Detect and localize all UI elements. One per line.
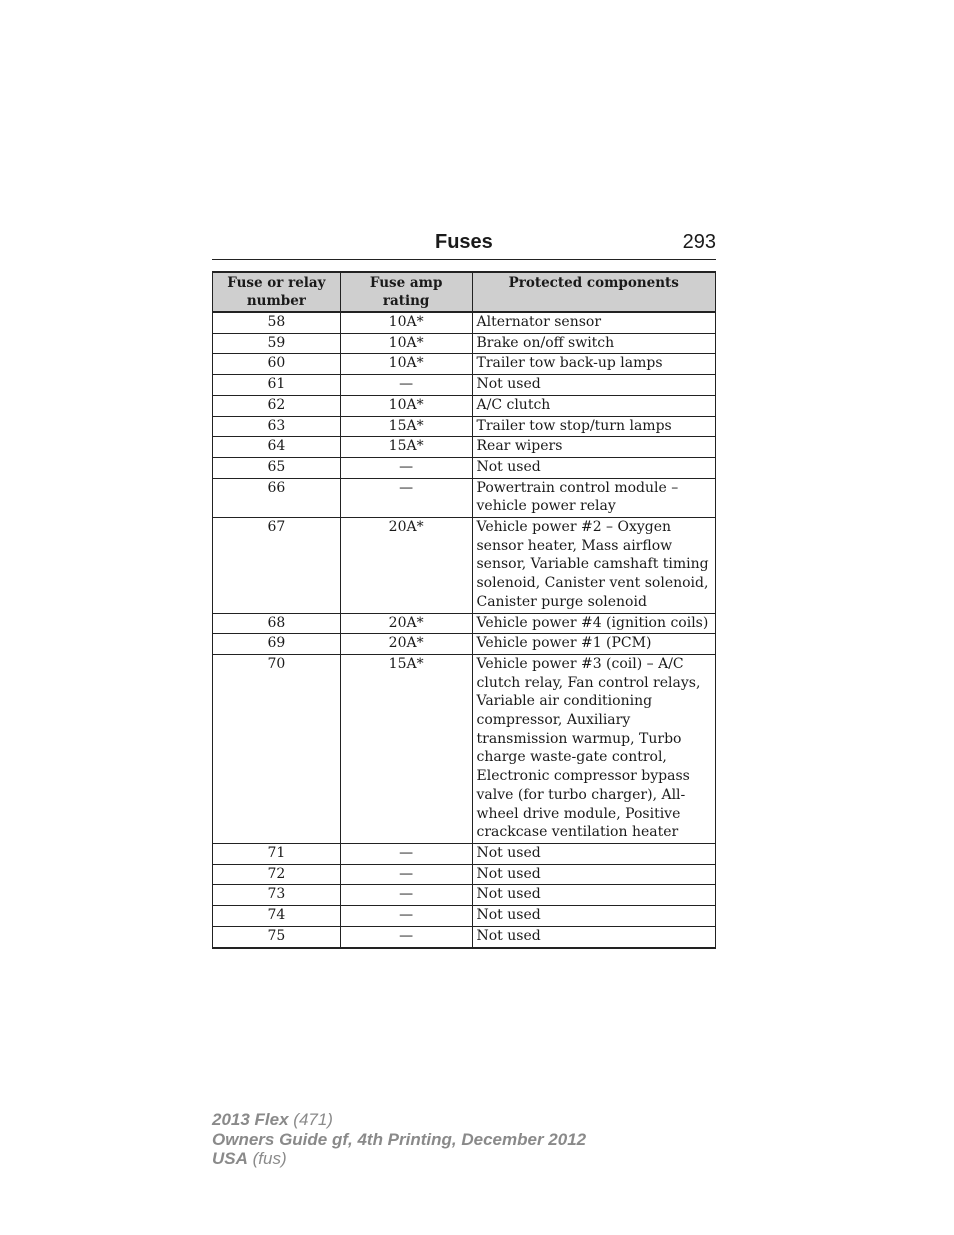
table-row [213, 312, 716, 333]
table-row [213, 518, 716, 614]
fuse-rating: 20A* [340, 613, 472, 634]
fuse-rating: 10A* [340, 354, 472, 375]
fuse-number: 67 [213, 518, 341, 614]
fuse-table [212, 271, 716, 949]
fuse-number: 61 [213, 375, 341, 396]
fuse-rating: — [340, 885, 472, 906]
page-number: 293 [682, 231, 716, 253]
footer-market: USA [212, 1149, 248, 1168]
fuse-number: 74 [213, 906, 341, 927]
protected-components: Not used [472, 864, 716, 885]
protected-components: Trailer tow back-up lamps [472, 354, 716, 375]
fuse-rating: 20A* [340, 634, 472, 655]
fuse-number: 64 [213, 437, 341, 458]
section-title: Fuses [435, 231, 493, 253]
fuse-number: 68 [213, 613, 341, 634]
protected-components: Rear wipers [472, 437, 716, 458]
fuse-number: 69 [213, 634, 341, 655]
protected-components: Vehicle power #2 – Oxygen sensor heater, Mass airflow sensor, Variable camshaft timing solenoid, Canister vent solenoid, Canister purge solenoid [472, 518, 716, 614]
fuse-number: 58 [213, 312, 341, 333]
table-row [213, 375, 716, 396]
protected-components: Brake on/off switch [472, 333, 716, 354]
table-row [213, 654, 716, 843]
fuse-number: 75 [213, 926, 341, 947]
fuse-rating: — [340, 926, 472, 947]
table-row [213, 333, 716, 354]
table-row [213, 354, 716, 375]
table-row [213, 864, 716, 885]
table-row [213, 885, 716, 906]
fuse-rating: 15A* [340, 654, 472, 843]
fuse-number: 70 [213, 654, 341, 843]
footer-model-code: (471) [288, 1110, 333, 1129]
table-header-row [213, 272, 716, 312]
protected-components: Powertrain control module – vehicle power relay [472, 478, 716, 517]
page-footer [212, 1110, 586, 1169]
footer-line-market [212, 1149, 586, 1169]
table-row [213, 395, 716, 416]
column-header-rating: Fuse amp rating [340, 272, 472, 312]
table-row [213, 478, 716, 517]
protected-components: Vehicle power #1 (PCM) [472, 634, 716, 655]
fuse-rating: — [340, 375, 472, 396]
column-header-components: Protected components [472, 272, 716, 312]
fuse-rating: — [340, 457, 472, 478]
table-body [213, 312, 716, 948]
page-header [212, 229, 716, 260]
table-row [213, 416, 716, 437]
protected-components: Vehicle power #3 (coil) – A/C clutch relay, Fan control relays, Variable air conditioning compressor, Auxiliary transmission warmup, Turbo charge waste-gate control, Electronic compressor bypass valve (for turbo charger), All-wheel drive module, Positive crackcase ventilation heater [472, 654, 716, 843]
protected-components: Not used [472, 843, 716, 864]
table-row [213, 926, 716, 947]
table-row [213, 634, 716, 655]
fuse-number: 65 [213, 457, 341, 478]
fuse-rating: 20A* [340, 518, 472, 614]
fuse-number: 59 [213, 333, 341, 354]
fuse-number: 72 [213, 864, 341, 885]
fuse-rating: — [340, 843, 472, 864]
fuse-number: 66 [213, 478, 341, 517]
fuse-rating: 15A* [340, 437, 472, 458]
column-header-number: Fuse or relay number [213, 272, 341, 312]
table-row [213, 457, 716, 478]
protected-components: Trailer tow stop/turn lamps [472, 416, 716, 437]
fuse-rating: 15A* [340, 416, 472, 437]
fuse-number: 73 [213, 885, 341, 906]
protected-components: Not used [472, 906, 716, 927]
protected-components: Not used [472, 375, 716, 396]
protected-components: Not used [472, 926, 716, 947]
fuse-rating: — [340, 864, 472, 885]
footer-market-code: (fus) [247, 1149, 287, 1168]
protected-components: Not used [472, 457, 716, 478]
table-row [213, 843, 716, 864]
table-header [213, 272, 716, 312]
fuse-rating: 10A* [340, 333, 472, 354]
fuse-rating: — [340, 906, 472, 927]
protected-components: Not used [472, 885, 716, 906]
fuse-rating: 10A* [340, 312, 472, 333]
fuse-rating: — [340, 478, 472, 517]
table-row [213, 613, 716, 634]
protected-components: Alternator sensor [472, 312, 716, 333]
fuse-number: 63 [213, 416, 341, 437]
fuse-number: 60 [213, 354, 341, 375]
protected-components: A/C clutch [472, 395, 716, 416]
fuse-number: 71 [213, 843, 341, 864]
table-row [213, 906, 716, 927]
footer-line-model [212, 1110, 586, 1130]
footer-model: 2013 Flex [212, 1110, 289, 1129]
fuse-number: 62 [213, 395, 341, 416]
fuse-rating: 10A* [340, 395, 472, 416]
protected-components: Vehicle power #4 (ignition coils) [472, 613, 716, 634]
footer-edition: Owners Guide gf, 4th Printing, December 2012 [212, 1129, 587, 1149]
table-row [213, 437, 716, 458]
